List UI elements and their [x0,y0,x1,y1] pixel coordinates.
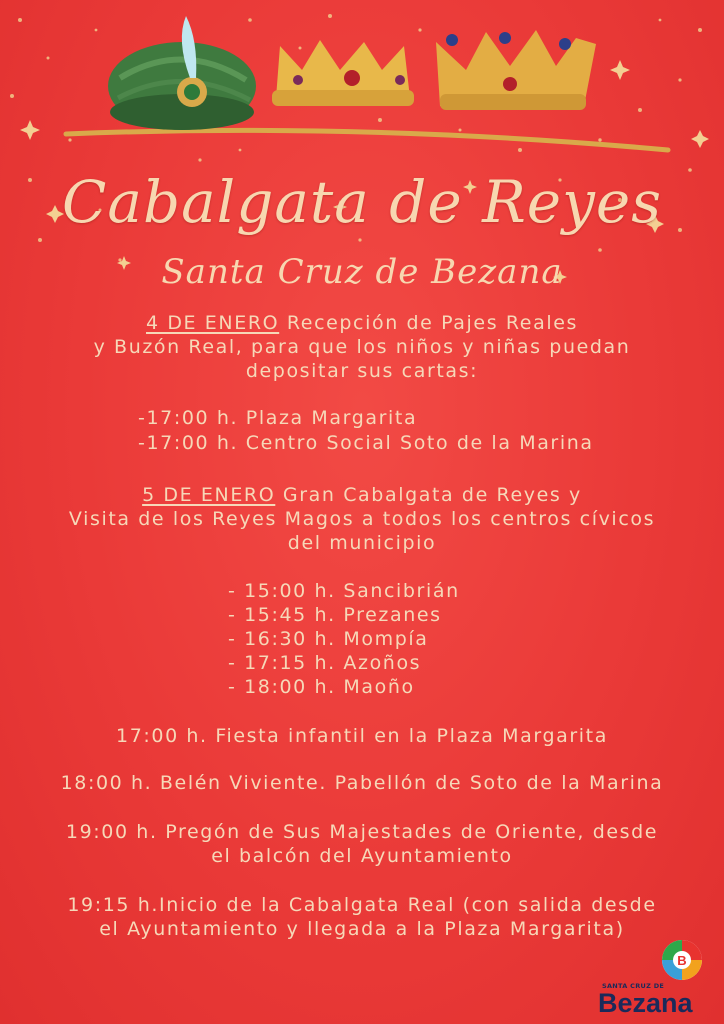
day5-item: - 16:30 h. Mompía [228,628,429,650]
event-line: 19:00 h. Pregón de Sus Majestades de Oriente, desde [65,821,659,843]
day4-heading-rest: Recepción de Pajes Reales [279,312,578,334]
day5-item: - 15:45 h. Prezanes [228,604,442,626]
event-line: 18:00 h. Belén Viviente. Pabellón de Soto de la Marina [60,772,664,794]
event-line: el balcón del Ayuntamiento [211,845,513,867]
svg-text:B: B [677,953,687,968]
logo-wordmark: Bezana [598,988,693,1018]
day4-date: 4 DE ENERO [146,312,280,334]
day4-description-line-3: depositar sus cartas: [245,360,479,382]
event-line: 17:00 h. Fiesta infantil en la Plaza Margarita [116,725,608,747]
day5-heading-rest: Gran Cabalgata de Reyes y [275,484,582,506]
day4-item: -17:00 h. Plaza Margarita [138,407,418,429]
day4-description-line-2: y Buzón Real, para que los niños y niñas puedan [93,336,631,358]
day5-item: - 17:15 h. Azoños [228,652,422,674]
day5-description-line-3: del municipio [287,532,437,554]
day5-description-line-2: Visita de los Reyes Magos a todos los centros cívicos [68,508,656,530]
day4-item: -17:00 h. Centro Social Soto de la Marina [138,432,594,454]
day5-item: - 18:00 h. Maoño [228,676,415,698]
middle-crown-icon [272,40,414,106]
day5-item: - 15:00 h. Sancibrián [228,580,460,602]
day5-date: 5 DE ENERO [142,484,276,506]
logo-caption: SANTA CRUZ DE [602,982,665,990]
day4-heading-line [0,312,724,334]
day5-heading-line [0,484,724,506]
right-crown-icon [436,30,596,110]
event-line: 19:15 h.Inicio de la Cabalgata Real (con salida desde [67,894,657,916]
event-line: el Ayuntamiento y llegada a la Plaza Margarita) [99,918,625,940]
page-title: Cabalgata de Reyes [62,168,662,236]
kings-crowns-illustration [0,0,724,170]
page-subtitle: Santa Cruz de Bezana [161,252,563,292]
turban-icon [108,16,256,130]
